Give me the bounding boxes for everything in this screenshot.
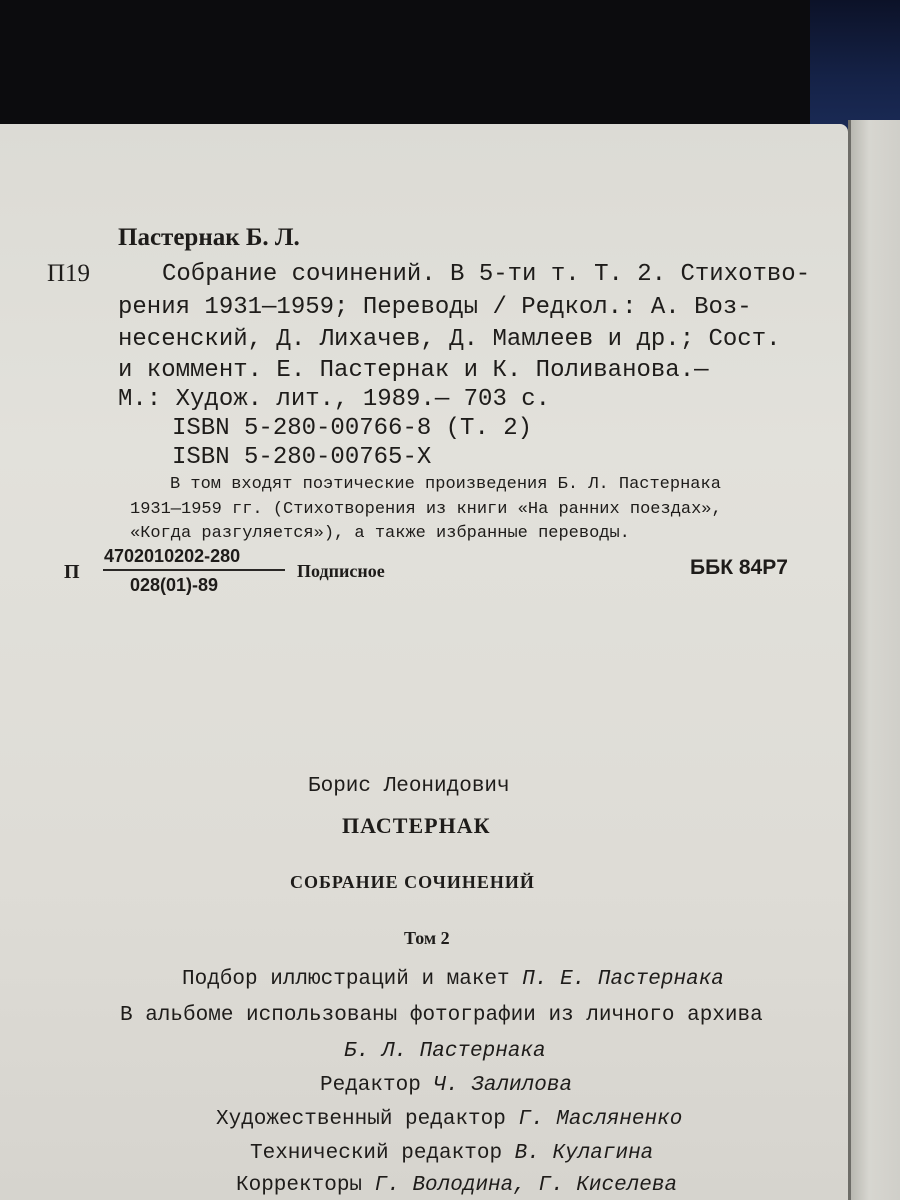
- book-binding: [810, 0, 900, 130]
- credit-role: Редактор: [320, 1074, 421, 1097]
- credit-editor: [320, 1074, 572, 1097]
- credit-person: В. Кулагина: [514, 1142, 654, 1165]
- credit-art-editor: [216, 1108, 682, 1131]
- description-line-3: несенский, Д. Лихачев, Д. Мамлеев и др.; Сост.: [118, 326, 781, 353]
- credit-role: Художественный редактор: [216, 1108, 506, 1131]
- author-heading: Пастернак Б. Л.: [118, 224, 300, 251]
- credit-role: Корректоры: [236, 1174, 363, 1197]
- credit-person: П. Е. Пастернака: [522, 968, 724, 991]
- description-line-2: рения 1931—1959; Переводы / Редкол.: А. Воз-: [118, 294, 752, 321]
- subscription-label: Подписное: [297, 561, 385, 581]
- credit-person: Г. Масляненко: [518, 1108, 683, 1131]
- credit-album-owner: Б. Л. Пастернака: [344, 1040, 546, 1063]
- annotation-line-3: «Когда разгуляется»), а также избранные переводы.: [130, 524, 630, 543]
- volume-number: Том 2: [404, 928, 450, 948]
- call-number: П19: [47, 260, 91, 287]
- credit-tech-editor: [250, 1142, 653, 1165]
- annotation-line-1: В том входят поэтические произведения Б. Л. Пастернака: [170, 475, 721, 494]
- work-title: СОБРАНИЕ СОЧИНЕНИЙ: [290, 872, 535, 892]
- credit-role: Подбор иллюстраций и макет: [182, 968, 510, 991]
- credit-illustrations: [182, 968, 724, 991]
- description-line-5: М.: Худож. лит., 1989.— 703 с.: [118, 386, 551, 413]
- bbk-code: ББК 84Р7: [690, 556, 788, 579]
- description-line-4: и коммент. Е. Пастернак и К. Поливанова.—: [118, 357, 709, 384]
- credit-person: Ч. Залилова: [433, 1074, 573, 1097]
- index-letter: П: [64, 561, 80, 583]
- index-denominator: 028(01)-89: [130, 575, 219, 595]
- credit-role: Технический редактор: [250, 1142, 503, 1165]
- author-surname: ПАСТЕРНАК: [342, 813, 491, 838]
- isbn-set: ISBN 5-280-00765-X: [172, 444, 432, 471]
- credit-proofreaders: [236, 1174, 677, 1197]
- credit-album-note: [120, 1004, 763, 1027]
- description-line-1: Собрание сочинений. В 5-ти т. Т. 2. Стихотво-: [162, 261, 811, 288]
- index-numerator: 4702010202-280: [104, 546, 241, 566]
- annotation-line-2: 1931—1959 гг. (Стихотворения из книги «На ранних поездах»,: [130, 500, 722, 519]
- isbn-volume: ISBN 5-280-00766-8 (Т. 2): [172, 415, 533, 442]
- fraction-line: [103, 569, 285, 571]
- credit-role: В альбоме использованы фотографии из личного архива: [120, 1004, 763, 1027]
- credit-person: Г. Володина, Г. Киселева: [374, 1174, 678, 1197]
- author-first-names: Борис Леонидович: [308, 775, 510, 798]
- next-page-edge: [848, 120, 900, 1200]
